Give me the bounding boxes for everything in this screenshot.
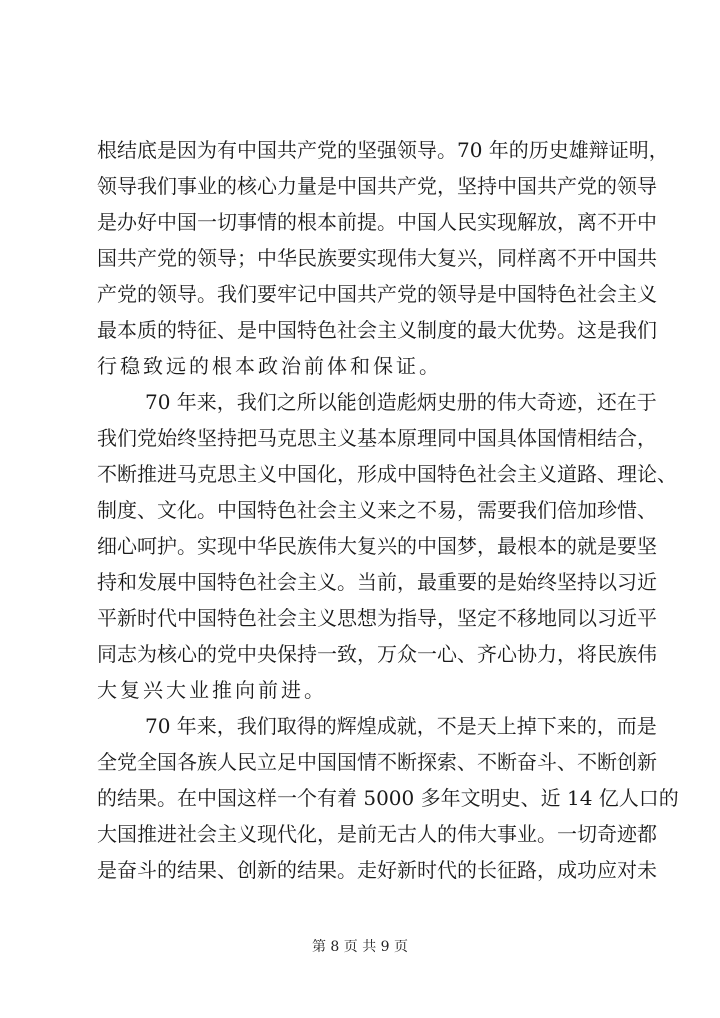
text-line: 70 年来，我们取得的辉煌成就，不是天上掉下来的，而是 (145, 714, 657, 738)
text-line: 领导我们事业的核心力量是中国共产党，坚持中国共产党的领导 (97, 174, 657, 198)
text-line: 最本质的特征、是中国特色社会主义制度的最大优势。这是我们 (97, 318, 657, 342)
text-line: 是奋斗的结果、创新的结果。走好新时代的长征路，成功应对未 (97, 858, 657, 882)
text-line: 产党的领导。我们要牢记中国共产党的领导是中国特色社会主义 (97, 282, 657, 306)
text-line: 制度、文化。中国特色社会主义来之不易，需要我们倍加珍惜、 (97, 498, 657, 522)
text-line: 同志为核心的党中央保持一致，万众一心、齐心协力，将民族伟 (97, 642, 657, 666)
text-line: 的结果。在中国这样一个有着 5000 多年文明史、近 14 亿人口的 (97, 786, 679, 810)
text-line: 持和发展中国特色社会主义。当前，最重要的是始终坚持以习近 (97, 570, 657, 594)
text-line: 不断推进马克思主义中国化，形成中国特色社会主义道路、理论、 (97, 462, 677, 486)
text-line: 国共产党的领导；中华民族要实现伟大复兴，同样离不开中国共 (97, 246, 657, 270)
paragraph-2 (97, 384, 677, 708)
text-line: 全党全国各族人民立足中国国情不断探索、不断奋斗、不断创新 (97, 750, 657, 774)
page-number-footer: 第 8 页 共 9 页 (311, 939, 409, 955)
text-line: 是办好中国一切事情的根本前提。中国人民实现解放，离不开中 (97, 210, 657, 234)
text-line: 根结底是因为有中国共产党的坚强领导。70 年的历史雄辩证明， (97, 138, 669, 162)
text-line: 大国推进社会主义现代化，是前无古人的伟大事业。一切奇迹都 (97, 822, 657, 846)
text-line: 70 年来，我们之所以能创造彪炳史册的伟大奇迹，还在于 (145, 390, 657, 414)
text-line: 平新时代中国特色社会主义思想为指导，坚定不移地同以习近平 (97, 606, 657, 630)
text-line: 细心呵护。实现中华民族伟大复兴的中国梦，最根本的就是要坚 (97, 534, 657, 558)
text-line: 大复兴大业推向前进。 (97, 678, 327, 702)
document-body (97, 132, 679, 888)
text-line: 我们党始终坚持把马克思主义基本原理同中国具体国情相结合， (97, 426, 657, 450)
paragraph-3 (97, 708, 679, 888)
paragraph-1 (97, 132, 669, 384)
text-line: 行稳致远的根本政治前体和保证。 (97, 354, 442, 378)
